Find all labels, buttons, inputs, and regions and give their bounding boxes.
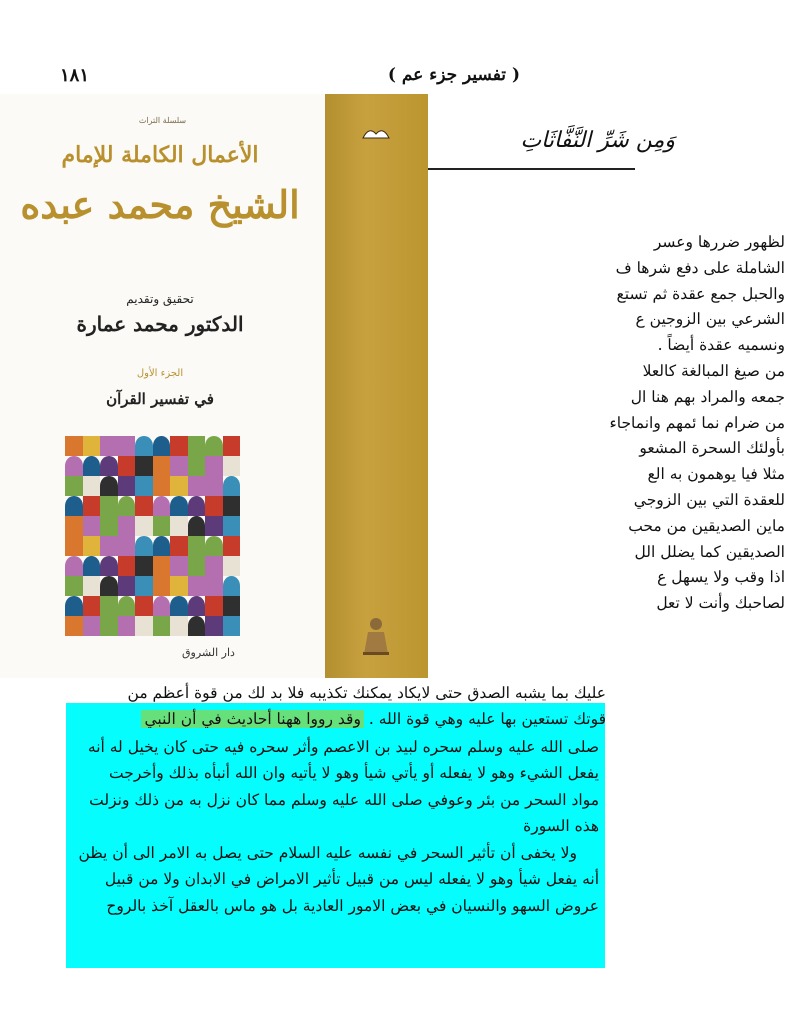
- mosaic-tile: [83, 476, 101, 496]
- page-number: ١٨١: [60, 64, 90, 86]
- mosaic-tile: [118, 436, 136, 456]
- mosaic-tile: [100, 436, 118, 456]
- mosaic-tile: [118, 536, 136, 556]
- mosaic-tile: [100, 516, 118, 536]
- mosaic-tile: [100, 556, 118, 576]
- mosaic-tile: [205, 576, 223, 596]
- mosaic-tile: [135, 616, 153, 636]
- mosaic-tile: [188, 536, 206, 556]
- text-line: عروض السهو والنسيان في بعض الامور العادية بل هو ماس بالعقل آخذ بالروح: [106, 896, 599, 915]
- mosaic-tile: [205, 616, 223, 636]
- mosaic-tile: [153, 516, 171, 536]
- mosaic-tile: [205, 496, 223, 516]
- text-line: ونسميه عقدة أيضاً .: [657, 336, 785, 355]
- text-line: جمعه والمراد بهم هنا ال: [630, 387, 785, 406]
- book-cover: [0, 94, 325, 678]
- mosaic-tile: [205, 536, 223, 556]
- mosaic-tile: [118, 496, 136, 516]
- mosaic-tile: [153, 536, 171, 556]
- mosaic-tile: [170, 616, 188, 636]
- mosaic-tile: [65, 596, 83, 616]
- mosaic-tile: [83, 436, 101, 456]
- mosaic-tile: [135, 476, 153, 496]
- mosaic-tile: [223, 616, 241, 636]
- mosaic-tile: [65, 436, 83, 456]
- original-page-title: وَمِن شَرِّ النَّفَّاثَاتِ: [520, 128, 675, 153]
- text-line: الشاملة على دفع شرها ف: [615, 258, 785, 277]
- text-line: لصاحبك وأنت لا تعل: [656, 594, 785, 613]
- mosaic-tile: [170, 536, 188, 556]
- text-line: يفعل الشيء وهو لا يفعله أو يأتي شيأ وهو لا يأتيه وان الله أنبأه بذلك وأخرجت: [109, 764, 599, 782]
- mosaic-tile: [223, 476, 241, 496]
- mosaic-tile: [205, 596, 223, 616]
- mosaic-tile: [170, 456, 188, 476]
- mosaic-tile: [83, 496, 101, 516]
- text-line: من صيغ المبالغة كالعلا: [642, 361, 785, 380]
- mosaic-tile: [205, 476, 223, 496]
- mosaic-tile: [83, 556, 101, 576]
- mosaic-tile: [153, 476, 171, 496]
- mosaic-tile: [170, 496, 188, 516]
- mosaic-tile: [83, 616, 101, 636]
- mosaic-tile: [135, 576, 153, 596]
- mosaic-tile: [170, 576, 188, 596]
- original-page-lines: [445, 230, 785, 617]
- mosaic-tile: [188, 576, 206, 596]
- text-line: الصديقين كما يضلل الل: [634, 542, 785, 561]
- mosaic-tile: [135, 436, 153, 456]
- header-title: ( تفسير جزء عم ): [387, 65, 520, 85]
- mosaic-tile: [153, 576, 171, 596]
- mosaic-tile: [135, 556, 153, 576]
- text-fragment: قوتك تستعين بها عليه وهي قوة الله .: [368, 710, 606, 728]
- text-line: من ضرام نما ئمهم وانماجاء: [609, 413, 785, 432]
- mosaic-tile: [153, 616, 171, 636]
- mosaic-tile: [205, 556, 223, 576]
- mosaic-tile: [223, 436, 241, 456]
- text-line: مثلا فيا يوهمون به الع: [647, 465, 785, 484]
- mosaic-tile: [170, 516, 188, 536]
- mosaic-tile: [100, 496, 118, 516]
- mosaic-tile: [100, 456, 118, 476]
- mosaic-tile: [205, 436, 223, 456]
- mosaic-tile: [135, 536, 153, 556]
- text-line: صلى الله عليه وسلم سحره لبيد بن الاعصم وأثر سحره فيه حتى كان يخيل له أنه: [87, 737, 599, 756]
- cover-volume: الجزء الأول: [136, 368, 184, 379]
- mosaic-tile: [83, 576, 101, 596]
- spine-scribe-figure-icon: [359, 616, 393, 656]
- mosaic-tile: [135, 516, 153, 536]
- text-line: للعقدة التي بين الزوجي: [633, 490, 785, 509]
- mosaic-tile: [153, 456, 171, 476]
- mosaic-tile: [223, 556, 241, 576]
- mosaic-tile: [135, 596, 153, 616]
- mosaic-tile: [188, 616, 206, 636]
- mosaic-tile: [100, 476, 118, 496]
- title-divider: [428, 168, 635, 170]
- text-line: لظهور ضررها وعسر: [653, 233, 785, 251]
- mosaic-tile: [83, 596, 101, 616]
- mosaic-tile: [223, 516, 241, 536]
- mosaic-tile: [170, 476, 188, 496]
- mosaic-tile: [188, 556, 206, 576]
- mosaic-tile: [118, 456, 136, 476]
- spine-emblem-icon: [361, 124, 391, 144]
- mosaic-tile: [118, 476, 136, 496]
- text-line: ولا يخفى أن تأثير السحر في نفسه عليه السلام حتى يصل به الامر الى أن يظن: [78, 843, 577, 862]
- text-line: الشرعي بين الزوجين ع: [635, 310, 785, 329]
- mosaic-tile: [100, 596, 118, 616]
- mosaic-tile: [118, 556, 136, 576]
- mosaic-tile: [188, 596, 206, 616]
- mosaic-tile: [223, 496, 241, 516]
- text-line: أنه يفعل شيأ وهو لا يفعله ليس من قبيل تأثير الامراض في الابدان ولا من قبيل: [104, 870, 599, 888]
- text-line: مواد السحر من بئر وعوفي صلى الله عليه وسلم مما كان نزل به من ذلك ونزلت: [89, 790, 599, 809]
- mosaic-tile: [83, 536, 101, 556]
- mosaic-tile: [83, 516, 101, 536]
- mosaic-tile: [153, 556, 171, 576]
- cover-mosaic-art: [65, 436, 240, 636]
- mosaic-tile: [188, 476, 206, 496]
- mosaic-tile: [65, 556, 83, 576]
- book-spine: [325, 94, 428, 678]
- mosaic-tile: [118, 516, 136, 536]
- text-line: عليك بما يشبه الصدق حتى لايكاد يمكنك تكذيبه فلا بد لك من قوة أعظم من: [127, 684, 606, 702]
- mosaic-tile: [170, 556, 188, 576]
- mosaic-tile: [205, 516, 223, 536]
- mosaic-tile: [118, 576, 136, 596]
- highlighted-phrase: وقد رووا ههنا أحاديث في أن النبي: [141, 710, 363, 728]
- mosaic-tile: [223, 536, 241, 556]
- text-line: بأولئك السحرة المشعو: [639, 439, 785, 458]
- mosaic-tile: [118, 616, 136, 636]
- mosaic-tile: [223, 456, 241, 476]
- mosaic-tile: [170, 436, 188, 456]
- mosaic-tile: [153, 596, 171, 616]
- mosaic-tile: [100, 576, 118, 596]
- mosaic-tile: [65, 456, 83, 476]
- mosaic-tile: [170, 596, 188, 616]
- mosaic-tile: [188, 436, 206, 456]
- text-line: ماين الصديقين من محب: [628, 516, 785, 535]
- mosaic-tile: [223, 596, 241, 616]
- page-header: [60, 60, 580, 90]
- mosaic-tile: [153, 496, 171, 516]
- mosaic-tile: [65, 536, 83, 556]
- mosaic-tile: [188, 516, 206, 536]
- mosaic-tile: [65, 516, 83, 536]
- mosaic-tile: [135, 496, 153, 516]
- mosaic-tile: [188, 496, 206, 516]
- cover-editor: الدكتور محمد عمارة: [76, 312, 244, 336]
- cover-publisher: دار الشروق: [182, 646, 235, 659]
- mosaic-tile: [65, 476, 83, 496]
- text-line: هذه السورة: [523, 817, 599, 835]
- cover-edit-label: تحقيق وتقديم: [126, 292, 194, 306]
- text-line: اذا وقب ولا يسهل ع: [657, 568, 785, 587]
- cover-heading: الأعمال الكاملة للإمام: [61, 142, 259, 168]
- mosaic-tile: [188, 456, 206, 476]
- mosaic-tile: [118, 596, 136, 616]
- mosaic-tile: [223, 576, 241, 596]
- mosaic-tile: [135, 456, 153, 476]
- cover-subject: في تفسير القرآن: [106, 390, 214, 408]
- mosaic-tile: [65, 576, 83, 596]
- mosaic-tile: [100, 536, 118, 556]
- mosaic-tile: [65, 496, 83, 516]
- mosaic-tile: [65, 616, 83, 636]
- mosaic-tile: [100, 616, 118, 636]
- mosaic-tile: [153, 436, 171, 456]
- text-line: والحبل جمع عقدة ثم تستع: [616, 284, 785, 303]
- cover-author: الشيخ محمد عبده: [20, 182, 300, 227]
- mosaic-tile: [205, 456, 223, 476]
- mosaic-tile: [83, 456, 101, 476]
- cover-series: سلسلة التراث: [138, 116, 187, 125]
- cyan-highlighted-text: [66, 707, 599, 919]
- original-page-fragment: [428, 94, 785, 678]
